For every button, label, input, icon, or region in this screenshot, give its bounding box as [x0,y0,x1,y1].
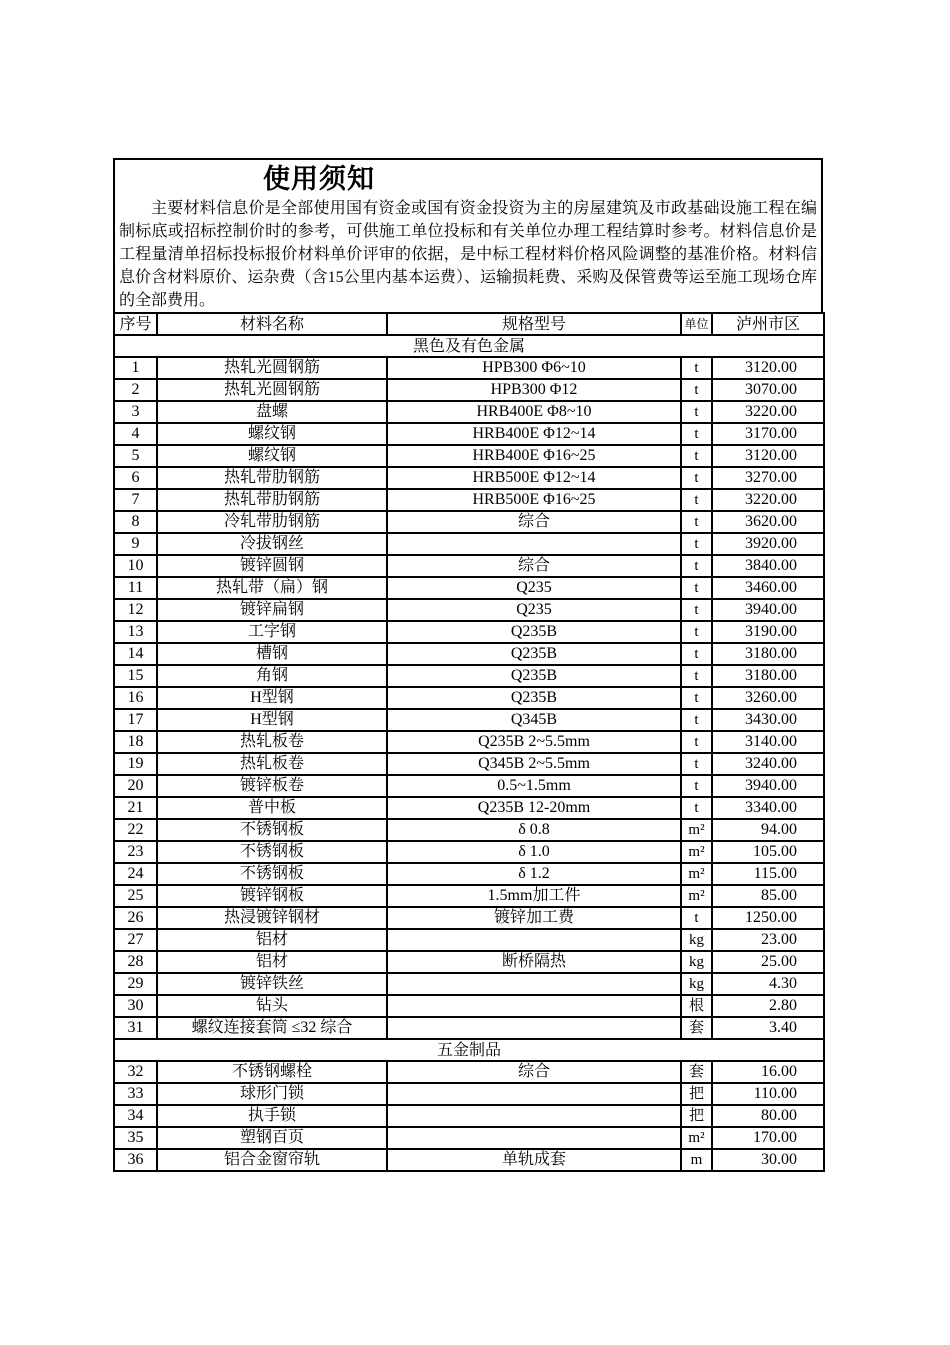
spec-cell [387,929,681,951]
table-row [114,489,824,511]
material-name-cell: 热轧带肋钢筋 [157,467,387,489]
col-header-index: 序号 [114,313,157,335]
material-name-cell: 角钢 [157,665,387,687]
price-cell: 3180.00 [712,665,824,687]
table-row [114,599,824,621]
table-row [114,467,824,489]
price-cell: 3070.00 [712,379,824,401]
row-index-cell: 19 [114,753,157,775]
price-cell: 3220.00 [712,401,824,423]
table-row [114,731,824,753]
price-cell: 3140.00 [712,731,824,753]
material-name-cell: 热浸镀锌钢材 [157,907,387,929]
price-cell: 3180.00 [712,643,824,665]
price-cell: 3270.00 [712,467,824,489]
price-cell: 3260.00 [712,687,824,709]
table-row [114,687,824,709]
table-row [114,841,824,863]
table-row [114,643,824,665]
table-row [114,863,824,885]
row-index-cell: 3 [114,401,157,423]
unit-cell: t [681,643,712,665]
row-index-cell: 25 [114,885,157,907]
table-row [114,577,824,599]
unit-cell: 把 [681,1083,712,1105]
material-name-cell: H型钢 [157,687,387,709]
row-index-cell: 30 [114,995,157,1017]
unit-cell: t [681,555,712,577]
material-name-cell: 冷拔钢丝 [157,533,387,555]
material-name-cell: 工字钢 [157,621,387,643]
price-cell: 3120.00 [712,445,824,467]
price-cell: 110.00 [712,1083,824,1105]
unit-cell: t [681,775,712,797]
unit-cell: t [681,753,712,775]
section-header-row [114,335,824,357]
spec-cell: Q345B 2~5.5mm [387,753,681,775]
unit-cell: m² [681,863,712,885]
price-cell: 4.30 [712,973,824,995]
row-index-cell: 5 [114,445,157,467]
row-index-cell: 28 [114,951,157,973]
table-row [114,907,824,929]
section-label: 五金制品 [114,1039,824,1061]
spec-cell: Q235 [387,599,681,621]
spec-cell: Q235B [387,665,681,687]
material-name-cell: 球形门锁 [157,1083,387,1105]
row-index-cell: 11 [114,577,157,599]
col-header-region-price: 泸州市区 [712,313,824,335]
spec-cell: 0.5~1.5mm [387,775,681,797]
row-index-cell: 20 [114,775,157,797]
price-cell: 16.00 [712,1061,824,1083]
spec-cell: 1.5mm加工件 [387,885,681,907]
material-name-cell: 不锈钢螺栓 [157,1061,387,1083]
material-name-cell: 螺纹钢 [157,445,387,467]
price-cell: 3340.00 [712,797,824,819]
col-header-material-name: 材料名称 [157,313,387,335]
material-name-cell: H型钢 [157,709,387,731]
spec-cell: 镀锌加工费 [387,907,681,929]
table-row [114,709,824,731]
spec-cell: HPB300 Φ12 [387,379,681,401]
spec-cell: Q235 [387,577,681,599]
spec-cell: 单轨成套 [387,1149,681,1171]
notice-paragraph: 主要材料信息价是全部使用国有资金或国有资金投资为主的房屋建筑及市政基础设施工程在编制标底或招标控制价时的参考，可供施工单位投标和有关单位办理工程结算时参考。材料信息价是工程量清单招标投标报价材料单价评审的依据，是中标工程材料价格风险调整的基准价格。材料信息价含材料原价、运杂费（含15公里内基本运费）、运输损耗费、采购及保管费等运至施工现场仓库的全部费用。 [119,200,817,309]
material-price-table [113,312,825,1172]
usage-notice-box [113,158,823,312]
material-name-cell: 不锈钢板 [157,863,387,885]
spec-cell: δ 0.8 [387,819,681,841]
spec-cell: HRB500E Φ16~25 [387,489,681,511]
price-cell: 3920.00 [712,533,824,555]
section-header-row [114,1039,824,1061]
price-cell: 3240.00 [712,753,824,775]
row-index-cell: 14 [114,643,157,665]
spec-cell [387,1017,681,1039]
price-cell: 115.00 [712,863,824,885]
unit-cell: m² [681,841,712,863]
unit-cell: t [681,709,712,731]
row-index-cell: 15 [114,665,157,687]
material-name-cell: 铝材 [157,929,387,951]
spec-cell: 综合 [387,555,681,577]
spec-cell [387,973,681,995]
unit-cell: t [681,665,712,687]
unit-cell: 根 [681,995,712,1017]
unit-cell: 把 [681,1105,712,1127]
price-cell: 1250.00 [712,907,824,929]
price-cell: 3840.00 [712,555,824,577]
spec-cell: Q235B 12-20mm [387,797,681,819]
unit-cell: t [681,379,712,401]
material-name-cell: 不锈钢板 [157,819,387,841]
price-cell: 3120.00 [712,357,824,379]
table-row [114,819,824,841]
table-row [114,423,824,445]
row-index-cell: 22 [114,819,157,841]
material-name-cell: 热轧光圆钢筋 [157,357,387,379]
spec-cell: Q235B 2~5.5mm [387,731,681,753]
spec-cell: 断桥隔热 [387,951,681,973]
row-index-cell: 6 [114,467,157,489]
row-index-cell: 35 [114,1127,157,1149]
unit-cell: t [681,577,712,599]
table-row [114,1127,824,1149]
spec-cell: HRB500E Φ12~14 [387,467,681,489]
material-name-cell: 镀锌钢板 [157,885,387,907]
unit-cell: m² [681,885,712,907]
table-row [114,885,824,907]
price-cell: 23.00 [712,929,824,951]
unit-cell: t [681,467,712,489]
spec-cell [387,1127,681,1149]
unit-cell: t [681,357,712,379]
price-cell: 3430.00 [712,709,824,731]
price-notice-sheet [113,158,823,1172]
table-row [114,929,824,951]
table-row [114,379,824,401]
material-name-cell: 铝合金窗帘轨 [157,1149,387,1171]
price-cell: 30.00 [712,1149,824,1171]
spec-cell [387,995,681,1017]
table-row [114,1061,824,1083]
material-name-cell: 热轧板卷 [157,731,387,753]
row-index-cell: 1 [114,357,157,379]
row-index-cell: 2 [114,379,157,401]
material-name-cell: 塑钢百页 [157,1127,387,1149]
material-name-cell: 普中板 [157,797,387,819]
price-cell: 25.00 [712,951,824,973]
row-index-cell: 32 [114,1061,157,1083]
unit-cell: t [681,511,712,533]
material-name-cell: 执手锁 [157,1105,387,1127]
spec-cell: δ 1.0 [387,841,681,863]
price-cell: 3.40 [712,1017,824,1039]
row-index-cell: 29 [114,973,157,995]
row-index-cell: 7 [114,489,157,511]
material-name-cell: 镀锌圆钢 [157,555,387,577]
spec-cell: HPB300 Φ6~10 [387,357,681,379]
material-name-cell: 镀锌扁钢 [157,599,387,621]
table-row [114,445,824,467]
table-row [114,511,824,533]
spec-cell: Q235B [387,621,681,643]
row-index-cell: 13 [114,621,157,643]
material-name-cell: 钻头 [157,995,387,1017]
price-cell: 3620.00 [712,511,824,533]
page-title: 使用须知 [263,164,375,195]
price-cell: 80.00 [712,1105,824,1127]
material-name-cell: 镀锌铁丝 [157,973,387,995]
material-name-cell: 冷轧带肋钢筋 [157,511,387,533]
unit-cell: kg [681,929,712,951]
material-name-cell: 热轧带肋钢筋 [157,489,387,511]
price-cell: 105.00 [712,841,824,863]
table-row [114,665,824,687]
table-row [114,995,824,1017]
row-index-cell: 34 [114,1105,157,1127]
unit-cell: t [681,533,712,555]
spec-cell: Q345B [387,709,681,731]
price-cell: 2.80 [712,995,824,1017]
table-row [114,1149,824,1171]
price-cell: 3940.00 [712,775,824,797]
unit-cell: t [681,797,712,819]
unit-cell: kg [681,951,712,973]
price-cell: 170.00 [712,1127,824,1149]
price-table-body [114,335,824,1171]
table-row [114,621,824,643]
spec-cell [387,1105,681,1127]
row-index-cell: 9 [114,533,157,555]
table-row [114,797,824,819]
price-cell: 3170.00 [712,423,824,445]
unit-cell: t [681,731,712,753]
spec-cell [387,1083,681,1105]
unit-cell: t [681,599,712,621]
material-name-cell: 螺纹钢 [157,423,387,445]
unit-cell: t [681,401,712,423]
spec-cell: Q235B [387,687,681,709]
table-row [114,1105,824,1127]
price-cell: 94.00 [712,819,824,841]
row-index-cell: 23 [114,841,157,863]
table-row [114,1017,824,1039]
row-index-cell: 12 [114,599,157,621]
row-index-cell: 33 [114,1083,157,1105]
price-cell: 3460.00 [712,577,824,599]
unit-cell: t [681,687,712,709]
unit-cell: m² [681,819,712,841]
unit-cell: m [681,1149,712,1171]
material-name-cell: 槽钢 [157,643,387,665]
unit-cell: t [681,445,712,467]
material-name-cell: 盘螺 [157,401,387,423]
material-name-cell: 镀锌板卷 [157,775,387,797]
spec-cell: HRB400E Φ16~25 [387,445,681,467]
row-index-cell: 18 [114,731,157,753]
unit-cell: m² [681,1127,712,1149]
unit-cell: t [681,621,712,643]
spec-cell: Q235B [387,643,681,665]
row-index-cell: 36 [114,1149,157,1171]
material-name-cell: 不锈钢板 [157,841,387,863]
table-header-row [114,313,824,335]
row-index-cell: 26 [114,907,157,929]
unit-cell: 套 [681,1017,712,1039]
table-row [114,753,824,775]
row-index-cell: 21 [114,797,157,819]
spec-cell: HRB400E Φ8~10 [387,401,681,423]
spec-cell: 综合 [387,511,681,533]
material-name-cell: 热轧光圆钢筋 [157,379,387,401]
table-row [114,973,824,995]
spec-cell: HRB400E Φ12~14 [387,423,681,445]
table-row [114,1083,824,1105]
col-header-unit: 单位 [681,313,712,335]
unit-cell: t [681,423,712,445]
price-cell: 3940.00 [712,599,824,621]
spec-cell: 综合 [387,1061,681,1083]
table-row [114,775,824,797]
material-name-cell: 热轧带（扁）钢 [157,577,387,599]
table-row [114,555,824,577]
material-name-cell: 热轧板卷 [157,753,387,775]
unit-cell: t [681,489,712,511]
price-cell: 85.00 [712,885,824,907]
row-index-cell: 27 [114,929,157,951]
row-index-cell: 4 [114,423,157,445]
unit-cell: 套 [681,1061,712,1083]
row-index-cell: 10 [114,555,157,577]
table-row [114,951,824,973]
unit-cell: kg [681,973,712,995]
price-cell: 3190.00 [712,621,824,643]
row-index-cell: 16 [114,687,157,709]
spec-cell [387,533,681,555]
table-row [114,401,824,423]
price-cell: 3220.00 [712,489,824,511]
row-index-cell: 24 [114,863,157,885]
section-label: 黑色及有色金属 [114,335,824,357]
material-name-cell: 铝材 [157,951,387,973]
material-name-cell: 螺纹连接套筒 ≤32 综合 [157,1017,387,1039]
table-row [114,533,824,555]
table-row [114,357,824,379]
row-index-cell: 17 [114,709,157,731]
row-index-cell: 31 [114,1017,157,1039]
row-index-cell: 8 [114,511,157,533]
col-header-spec-model: 规格型号 [387,313,681,335]
unit-cell: t [681,907,712,929]
spec-cell: δ 1.2 [387,863,681,885]
